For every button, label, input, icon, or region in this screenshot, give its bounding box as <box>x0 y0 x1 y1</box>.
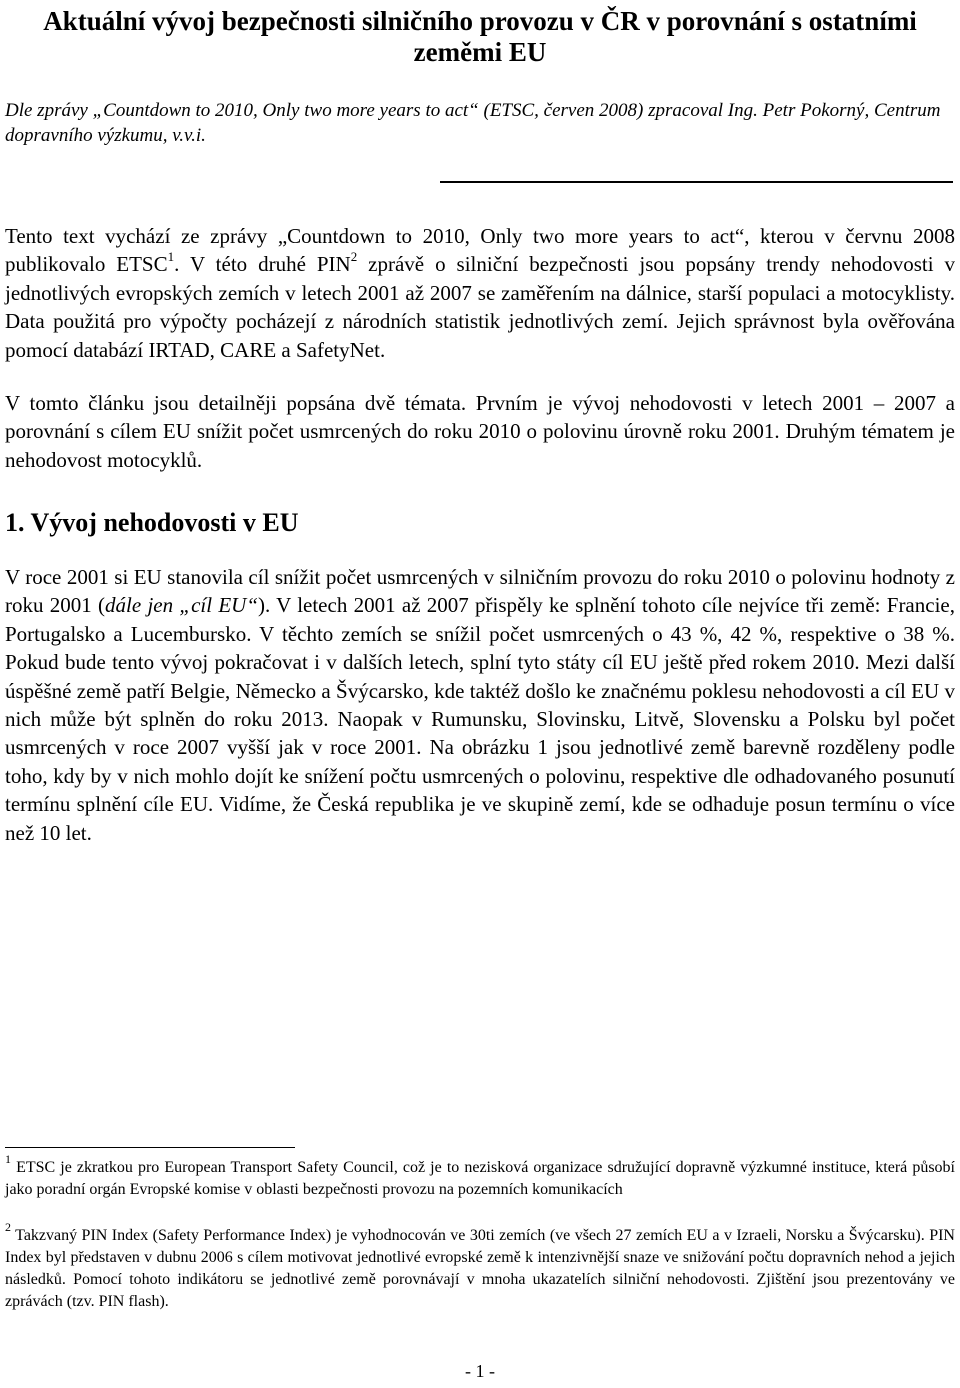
paragraph-topics: V tomto článku jsou detailněji popsána dvě témata. Prvním je vývoj nehodovosti v letech 2001 – 2007 a porovnání s cílem EU snížit počet usmrcených do roku 2010 o polovinu úrovně roku 2001. Druhým tématem je nehodovost motocyklů. <box>5 391 955 472</box>
page-title: Aktuální vývoj bezpečnosti silničního provozu v ČR v porovnání s ostatními zeměmi EU <box>43 6 917 67</box>
paragraph-intro <box>5 222 955 364</box>
footnote-ref-1: 1 <box>167 249 175 265</box>
footnote-2 <box>5 1219 955 1313</box>
paragraph-intro-text: Tento text vychází ze zprávy „Countdown to 2010, Only two more years to act“, kterou v červnu 2008 publikovalo ETSC <box>5 224 955 277</box>
footnote-marker-2: 2 <box>5 1219 11 1234</box>
footnote-ref-2: 2 <box>350 249 358 265</box>
footnote-marker-1: 1 <box>5 1151 11 1166</box>
section-body-text: V roce 2001 si EU stanovila cíl snížit počet usmrcených v silničním provozu do roku 2010 o polovinu hodnoty z roku 2001 ( <box>5 565 955 618</box>
paragraph-intro-text-3: zprávě o silniční bezpečnosti jsou popsány trendy nehodovosti v jednotlivých evropských zemích v letech 2001 až 2007 se zaměřením na dálnice, starší populaci a motocyklisty. Data použitá pro výpočty pocházejí z národních statistik jednotlivých zemí. Jejich správnost byla ověřována pomocí databází IRTAD, CARE a SafetyNet. <box>5 252 955 362</box>
footnote-text-2: Takzvaný PIN Index (Safety Performance Index) je vyhodnocován ve 30ti zemích (ve všech 27 zemích EU a v Izraeli, Norsku a Švýcarsku). PIN Index byl představen v dubnu 2006 s cílem motivovat jednotlivé evropské země k intenzivnější snaze ve snižování počtu dopravních nehod a jejich následků. Pomocí tohoto indikátoru se jednotlivé země porovnávají v mnoha ukazatelích silniční nehodovosti. Zjištění jsou prezentovány ve zprávách (tzv. PIN flash). <box>5 1227 955 1310</box>
footnote-divider <box>5 1147 295 1148</box>
section-heading: 1. Vývoj nehodovosti v EU <box>5 508 299 537</box>
header-divider <box>440 181 953 183</box>
intro-byline: Dle zprávy „Countdown to 2010, Only two more years to act“ (ETSC, červen 2008) zpracoval Ing. Petr Pokorný, Centrum dopravního výzkumu, v.v.i. <box>5 100 941 146</box>
footnote-text-1: ETSC je zkratkou pro European Transport Safety Council, což je to nezisková organizace sdružující dopravně výzkumné instituce, která působí jako poradní orgán Evropské komise v oblasti bezpečnosti provozu na pozemních komunikacích <box>5 1159 956 1198</box>
footnote-1 <box>5 1151 956 1201</box>
section-body <box>5 563 955 847</box>
paragraph-intro-text-2: . V této druhé PIN <box>174 252 351 277</box>
section-body-text-2: ). V letech 2001 až 2007 přispěly ke splnění tohoto cíle nejvíce tři země: Francie, Portugalsko a Lucembursko. V těchto zemích se snížil počet usmrcených o 43 %, 42 %, respektive o 38 %. Pokud bude tento vývoj pokračovat i v dalších letech, splní tyto státy cíl EU ještě před rokem 2010. Mezi další úspěšné země patří Belgie, Německo a Švýcarsko, kde taktéž došlo ke značnému poklesu nehodovosti a cíl EU v nich může být splněn do roku 2013. Naopak v Rumunsku, Slovinsku, Litvě, Slovensku a Polsku byl počet usmrcených v roce 2007 vyšší jak v roce 2001. Na obrázku 1 jsou jednotlivé země barevně rozděleny podle toho, kdy by v nich mohlo dojít ke snížení počtu usmrcených o polovinu, respektive dle odhadovaného posunutí termínu splnění cíle EU. Vidíme, že Česká republika je ve skupině zemí, kde se odhaduje posun termínu o více než 10 let. <box>5 593 955 845</box>
section-body-italic: dále jen „cíl EU“ <box>105 593 258 618</box>
page-number: - 1 - <box>465 1361 495 1381</box>
